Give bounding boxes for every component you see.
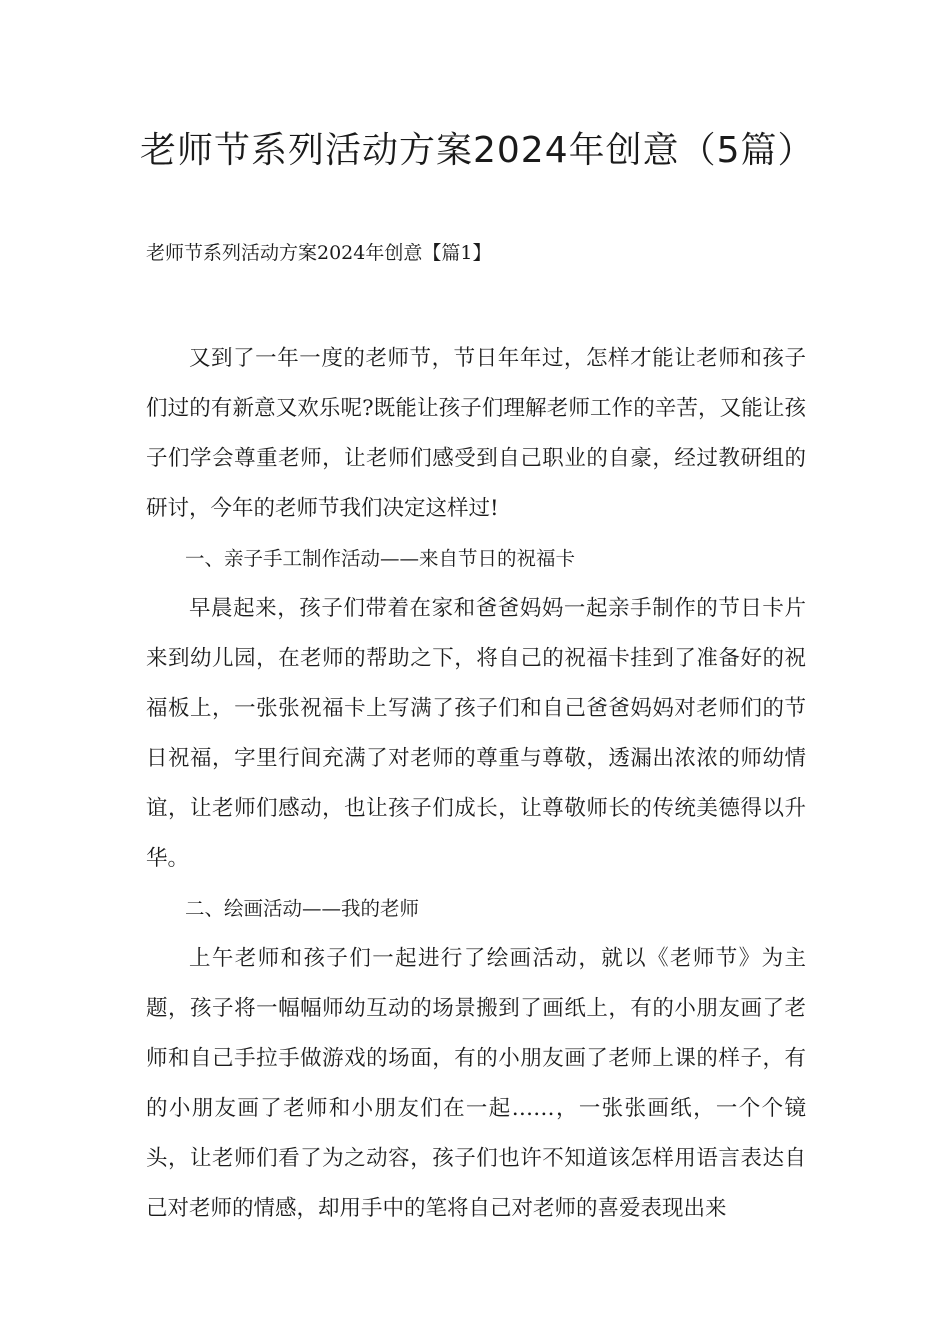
paragraph-intro: 又到了一年一度的老师节，节日年年过，怎样才能让老师和孩子们过的有新意又欢乐呢?既能让孩子们理解老师工作的辛苦，又能让孩子们学会尊重老师，让老师们感受到自己职业的自豪，经过教研组的研讨，今年的老师节我们决定这样过! [146, 346, 806, 521]
document-title: 老师节系列活动方案2024年创意（5篇） [140, 130, 815, 171]
section-heading-1: 一、亲子手工制作活动——来自节日的祝福卡 [185, 547, 576, 570]
section-subtitle: 老师节系列活动方案2024年创意【篇1】 [146, 242, 492, 264]
paragraph-drawing-activity: 上午老师和孩子们一起进行了绘画活动，就以《老师节》为主题，孩子将一幅幅师幼互动的场景搬到了画纸上，有的小朋友画了老师和自己手拉手做游戏的场面，有的小朋友画了老师上课的样子，有的小朋友画了老师和小朋友们在一起……，一张张画纸，一个个镜头，让老师们看了为之动容，孩子们也许不知道该怎样用语言表达自己对老师的情感，却用手中的笔将自己对老师的喜爱表现出来 [146, 946, 806, 1221]
paragraph-blessing-cards: 早晨起来，孩子们带着在家和爸爸妈妈一起亲手制作的节日卡片来到幼儿园，在老师的帮助之下，将自己的祝福卡挂到了准备好的祝福板上，一张张祝福卡上写满了孩子们和自己爸爸妈妈对老师们的节日祝福，字里行间充满了对老师的尊重与尊敬，透漏出浓浓的师幼情谊，让老师们感动，也让孩子们成长，让尊敬师长的传统美德得以升华。 [146, 596, 806, 871]
section-heading-2: 二、绘画活动——我的老师 [185, 897, 420, 920]
document-body [146, 334, 806, 1234]
